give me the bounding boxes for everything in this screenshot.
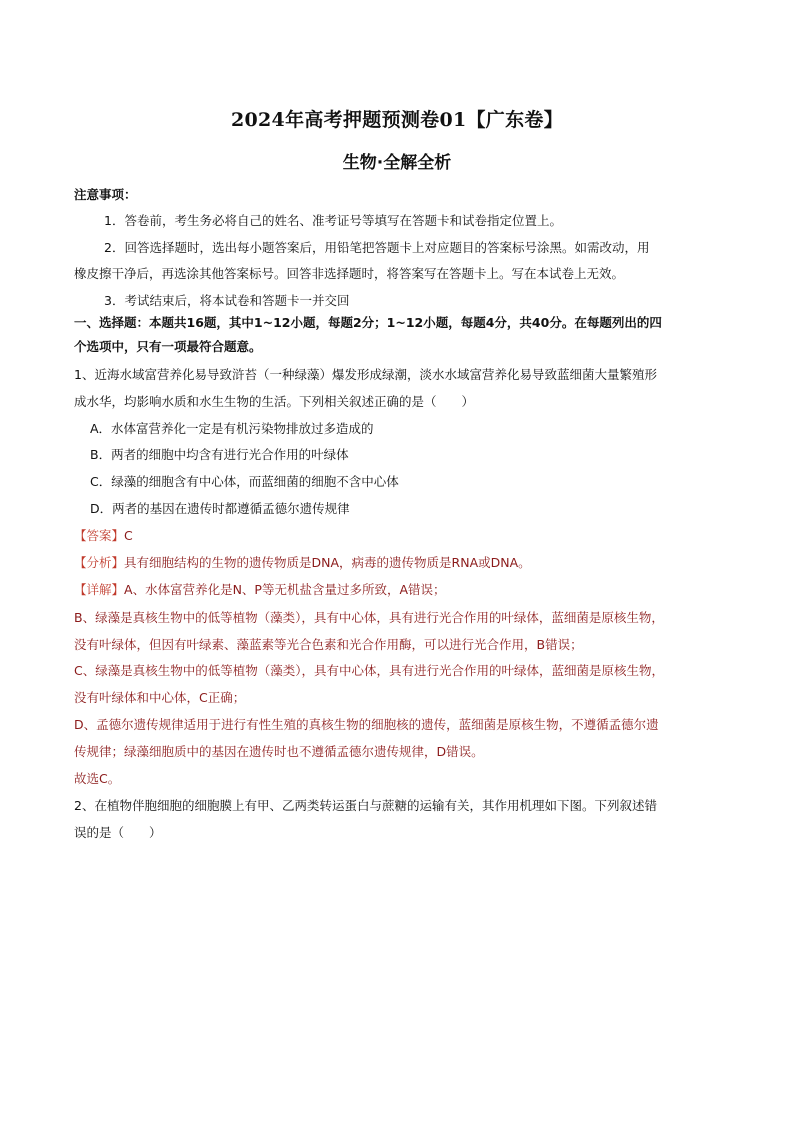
q1-detail-b-line-2: 没有叶绿体，但因有叶绿素、藻蓝素等光合色素和光合作用酶，可以进行光合作用，B错误； bbox=[74, 637, 583, 652]
q1-detail-c-line-1: C、绿藻是真核生物中的低等植物（藻类），具有中心体，具有进行光合作用的叶绿体，蓝细菌是原核生物， bbox=[74, 663, 664, 678]
q1-detail-b-line-1: B、绿藻是真核生物中的低等植物（藻类），具有中心体，具有进行光合作用的叶绿体，蓝细菌是原核生物， bbox=[74, 610, 664, 625]
q1-option-a: A．水体富营养化一定是有机污染物排放过多造成的 bbox=[90, 421, 374, 436]
notice-item-2-cont: 橡皮擦干净后，再选涂其他答案标号。回答非选择题时，将答案写在答题卡上。写在本试卷上无效。 bbox=[74, 266, 625, 281]
analysis-tag: 【分析】 bbox=[74, 555, 125, 570]
analysis-text: 具有细胞结构的生物的遗传物质是DNA，病毒的遗传物质是RNA或DNA。 bbox=[124, 555, 531, 570]
q1-conclusion: 故选C。 bbox=[74, 771, 121, 786]
detail-tag: 【详解】 bbox=[74, 582, 125, 597]
q1-detail-line bbox=[74, 581, 446, 599]
q1-option-d: D．两者的基因在遗传时都遵循孟德尔遗传规律 bbox=[90, 501, 350, 516]
answer-tag: 【答案】 bbox=[74, 528, 125, 543]
notice-heading: 注意事项： bbox=[74, 187, 137, 202]
section-heading-line-1: 一、选择题：本题共16题，其中1~12小题，每题2分；1~12小题，每题4分，共40分。在每题列出的四 bbox=[74, 315, 662, 330]
q1-answer-line bbox=[74, 527, 133, 545]
notice-item-1: 1．答卷前，考生务必将自己的姓名、准考证号等填写在答题卡和试卷指定位置上。 bbox=[104, 213, 562, 228]
notice-item-3: 3．考试结束后，将本试卷和答题卡一并交回 bbox=[104, 293, 350, 308]
notice-item-2: 2．回答选择题时，选出每小题答案后，用铅笔把答题卡上对应题目的答案标号涂黑。如需改动，用 bbox=[104, 240, 650, 255]
q1-option-c: C．绿藻的细胞含有中心体，而蓝细菌的细胞不含中心体 bbox=[90, 474, 399, 489]
q1-stem-line-1: 1、近海水域富营养化易导致浒苔（一种绿藻）爆发形成绿潮，淡水水域富营养化易导致蓝细菌大量繁殖形 bbox=[74, 367, 657, 382]
q2-stem-line-2: 误的是（ ） bbox=[74, 825, 162, 840]
page-subtitle: 生物·全解全析 bbox=[342, 153, 452, 173]
answer-value: C bbox=[124, 528, 133, 543]
q1-analysis-line bbox=[74, 554, 531, 572]
page-title: 2024年高考押题预测卷01【广东卷】 bbox=[230, 109, 564, 131]
q1-stem-line-2: 成水华，均影响水质和水生生物的生活。下列相关叙述正确的是（ ） bbox=[74, 394, 475, 409]
q1-option-b: B．两者的细胞中均含有进行光合作用的叶绿体 bbox=[90, 447, 349, 462]
q1-detail-d-line-2: 传规律；绿藻细胞质中的基因在遗传时也不遵循孟德尔遗传规律，D错误。 bbox=[74, 744, 484, 759]
detail-a-text: A、水体富营养化是N、P等无机盐含量过多所致，A错误； bbox=[124, 582, 446, 597]
section-heading-line-2: 个选项中，只有一项最符合题意。 bbox=[74, 339, 262, 354]
q1-detail-c-line-2: 没有叶绿体和中心体，C正确； bbox=[74, 690, 246, 705]
q2-stem-line-1: 2、在植物伴胞细胞的细胞膜上有甲、乙两类转运蛋白与蔗糖的运输有关，其作用机理如下图。下列叙述错 bbox=[74, 798, 657, 813]
q1-detail-d-line-1: D、孟德尔遗传规律适用于进行有性生殖的真核生物的细胞核的遗传，蓝细菌是原核生物，不遵循孟德尔遗 bbox=[74, 717, 659, 732]
